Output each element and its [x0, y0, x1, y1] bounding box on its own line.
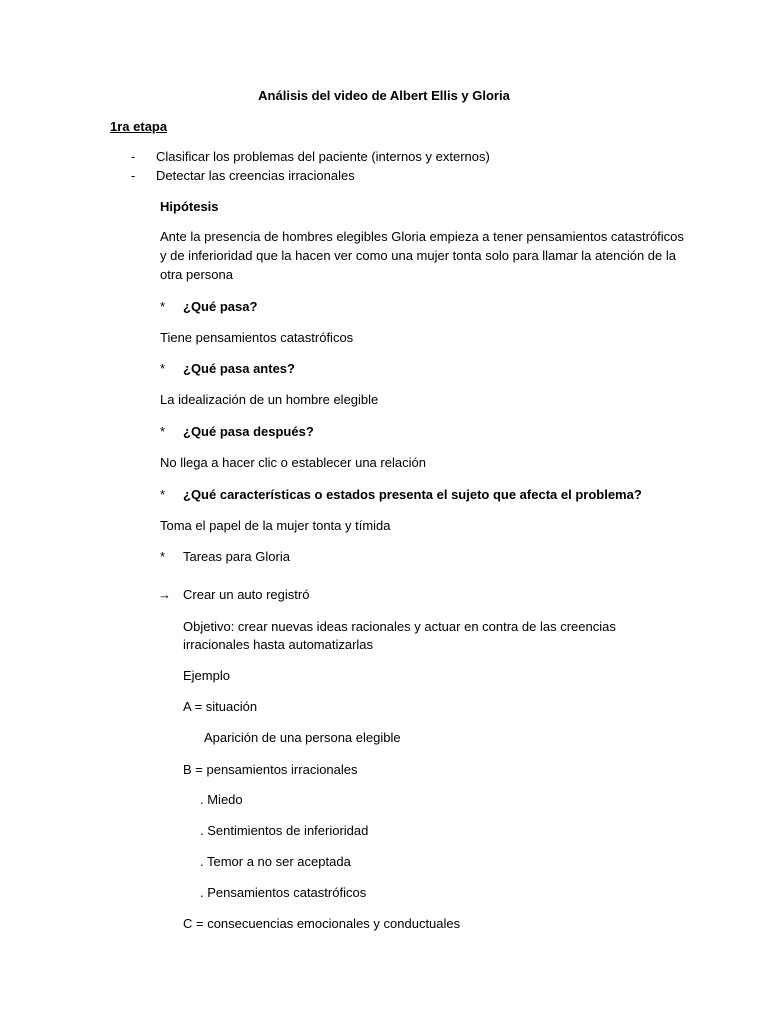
bullet-marker: *: [160, 549, 166, 564]
b-thoughts-label: B = pensamientos irracionales: [183, 762, 358, 777]
question-characteristics: ¿Qué características o estados presenta el sujeto que afecta el problema?: [183, 487, 642, 502]
arrow-right-icon: →: [158, 587, 171, 602]
question-before: ¿Qué pasa antes?: [183, 361, 295, 376]
a-situation-label: A = situación: [183, 699, 258, 714]
paragraph-line: Objetivo: crear nuevas ideas racionales y actuar en contra de las creencias: [183, 619, 616, 634]
stage-heading: 1ra etapa: [110, 119, 168, 134]
answer-characteristics: Toma el papel de la mujer tonta y tímida: [160, 518, 391, 533]
question-after: ¿Qué pasa después?: [183, 424, 314, 439]
tasks-heading: Tareas para Gloria: [183, 549, 290, 564]
list-item-text: Clasificar los problemas del paciente (internos y externos): [156, 149, 490, 164]
bullet-marker: *: [160, 299, 166, 314]
bullet-marker: *: [160, 424, 166, 439]
paragraph-line: otra persona: [160, 267, 233, 282]
bullet-marker: *: [160, 361, 166, 376]
list-item-text: Detectar las creencias irracionales: [156, 168, 355, 183]
dash-marker: -: [131, 149, 136, 164]
document-title: Análisis del video de Albert Ellis y Gloria: [258, 88, 510, 103]
paragraph-line: irracionales hasta automatizarlas: [183, 637, 374, 652]
paragraph-line: Ante la presencia de hombres elegibles Gloria empieza a tener pensamientos catastróficos: [160, 229, 684, 244]
hypothesis-heading: Hipótesis: [160, 199, 219, 214]
list-item: . Temor a no ser aceptada: [200, 854, 351, 869]
c-consequences-label: C = consecuencias emocionales y conductuales: [183, 916, 461, 931]
list-item: . Pensamientos catastróficos: [200, 885, 367, 900]
list-item: . Miedo: [200, 792, 243, 807]
answer-what-happens: Tiene pensamientos catastróficos: [160, 330, 354, 345]
bullet-marker: *: [160, 487, 166, 502]
paragraph-line: y de inferioridad que la hacen ver como una mujer tonta solo para llamar la atención de la: [160, 248, 676, 263]
answer-after: No llega a hacer clic o establecer una relación: [160, 455, 426, 470]
task-auto-record: Crear un auto registró: [183, 587, 310, 602]
answer-before: La idealización de un hombre elegible: [160, 392, 379, 407]
a-situation-detail: Aparición de una persona elegible: [204, 730, 401, 745]
question-what-happens: ¿Qué pasa?: [183, 299, 258, 314]
list-item: . Sentimientos de inferioridad: [200, 823, 369, 838]
dash-marker: -: [131, 168, 136, 183]
example-heading: Ejemplo: [183, 668, 230, 683]
